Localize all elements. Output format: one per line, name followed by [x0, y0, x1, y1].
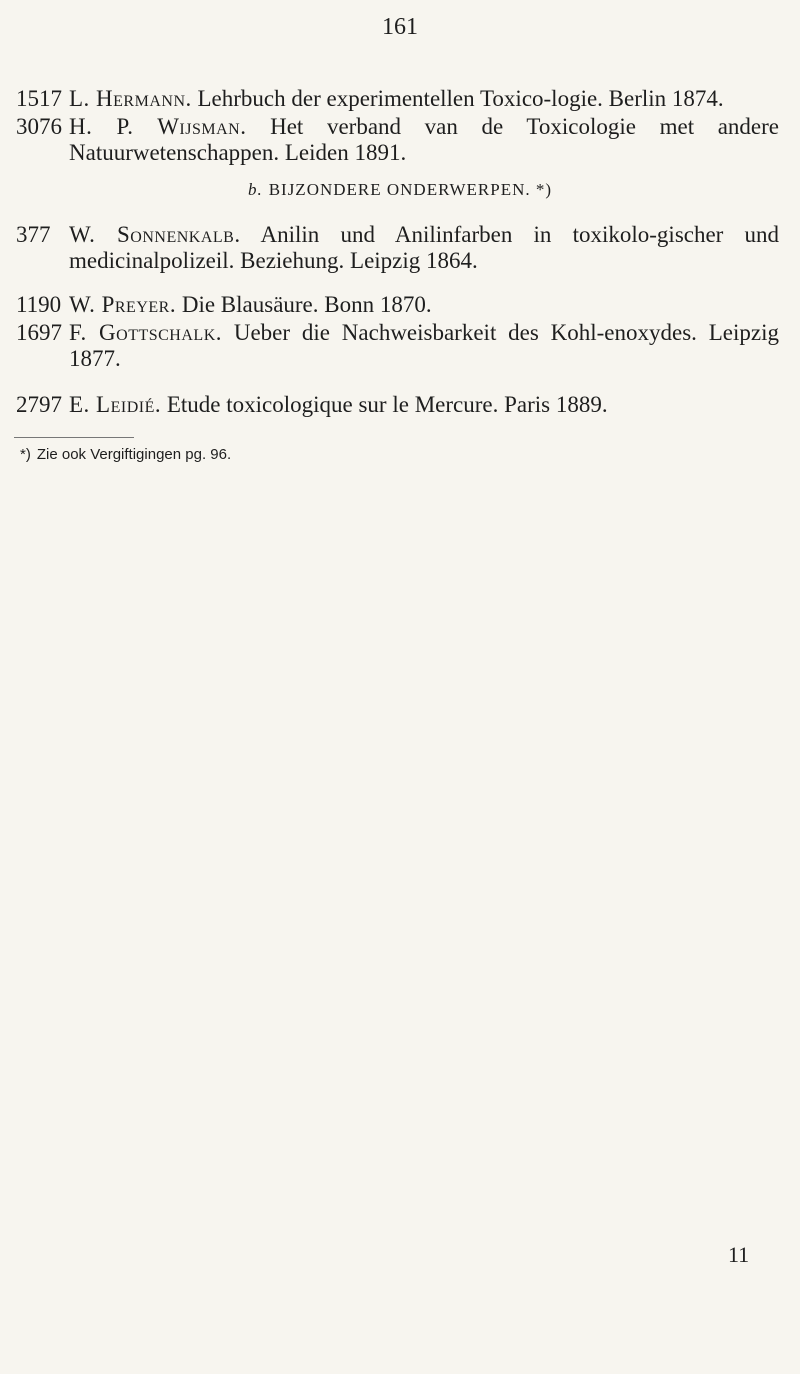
entry-title: Ueber die Nachweisbarkeit des Kohl-enoxydes. Leipzig 1877. — [69, 320, 780, 371]
footnote-text: Zie ook Vergiftigingen pg. 96. — [36, 446, 232, 463]
entry-author: H. P. Wijsman. — [69, 114, 247, 139]
entry-number: 1190 — [16, 292, 62, 317]
entry-title: Anilin und Anilinfarben in toxikolo-gischer und medicinalpolizeil. Beziehung. Leipzig 1864. — [69, 222, 780, 273]
entry-number: 377 — [16, 222, 51, 247]
entry-text — [69, 86, 779, 112]
entry-text — [69, 320, 779, 372]
entry-title: Etude toxicologique sur le Mercure. Paris 1889. — [166, 392, 608, 417]
footnote — [20, 446, 231, 463]
entry-number: 1517 — [16, 86, 62, 111]
entry-number: 1697 — [16, 320, 62, 345]
entry-text — [69, 392, 779, 418]
entry-title: Die Blausäure. Bonn 1870. — [181, 292, 432, 317]
page-number: 161 — [382, 14, 418, 40]
footnote-rule — [14, 437, 134, 438]
entry-text — [69, 222, 779, 274]
entry-text — [69, 292, 779, 318]
sheet-number: 11 — [728, 1242, 750, 1267]
entry-author: L. Hermann. — [69, 86, 192, 111]
entry-author: W. Sonnenkalb. — [69, 222, 241, 247]
entry-title: Lehrbuch der experimentellen Toxico-logie. Berlin 1874. — [197, 86, 724, 111]
entry-number: 2797 — [16, 392, 62, 417]
entry-number: 3076 — [16, 114, 62, 139]
entry-author: E. Leidié. — [69, 392, 162, 417]
footnote-mark: *) — [20, 446, 31, 463]
section-title: BIJZONDERE ONDERWERPEN. — [268, 180, 531, 199]
entry-text — [69, 114, 779, 166]
entry-title: Het verband van de Toxicologie met andere Natuurwetenschappen. Leiden 1891. — [69, 114, 780, 165]
section-heading — [0, 180, 800, 200]
entry-author: F. Gottschalk. — [69, 320, 222, 345]
section-letter: b. — [247, 180, 263, 199]
entry-author: W. Preyer. — [69, 292, 177, 317]
footnote-reference: *) — [535, 180, 553, 199]
